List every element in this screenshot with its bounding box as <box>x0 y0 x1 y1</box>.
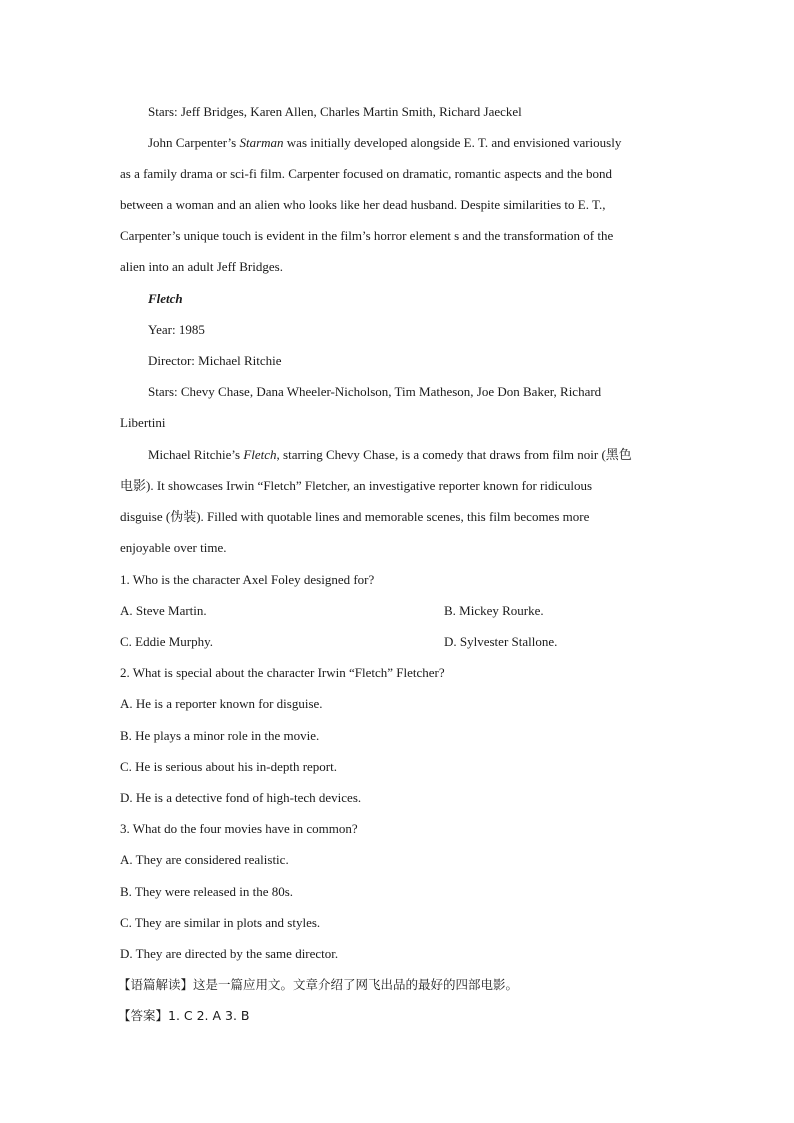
question-3-option-c: C. They are similar in plots and styles. <box>120 915 321 930</box>
starman-paragraph-line-3: between a woman and an alien who looks like her dead husband. Despite similarities to E. T., <box>120 197 606 212</box>
film-title-fletch: Fletch <box>243 447 277 462</box>
question-1-option-d: D. Sylvester Stallone. <box>444 634 558 649</box>
fletch-director: Director: Michael Ritchie <box>148 353 282 368</box>
question-1-option-c: C. Eddie Murphy. <box>120 634 214 649</box>
starman-paragraph-line-5: alien into an adult Jeff Bridges. <box>120 259 283 274</box>
question-2-option-a: A. He is a reporter known for disguise. <box>120 696 323 711</box>
fletch-paragraph-line-3: disguise (伪装). Filled with quotable lines and memorable scenes, this film becomes more <box>120 509 590 524</box>
question-1-option-a: A. Steve Martin. <box>120 603 207 618</box>
fletch-paragraph-line-4: enjoyable over time. <box>120 540 227 555</box>
question-3-option-b: B. They were released in the 80s. <box>120 884 294 899</box>
film-title-starman: Starman <box>239 135 284 150</box>
text-run: was initially developed alongside E. T. and envisioned variously <box>283 135 622 150</box>
question-3-option-d: D. They are directed by the same director. <box>120 946 339 961</box>
passage-analysis: 【语篇解读】这是一篇应用文。文章介绍了网飞出品的最好的四部电影。 <box>118 977 519 992</box>
question-1-option-b: B. Mickey Rourke. <box>444 603 544 618</box>
question-2-option-b: B. He plays a minor role in the movie. <box>120 728 320 743</box>
question-1-stem: 1. Who is the character Axel Foley designed for? <box>120 572 375 587</box>
fletch-stars-line-2: Libertini <box>120 415 166 430</box>
question-2-stem: 2. What is special about the character Irwin “Fletch” Fletcher? <box>120 665 445 680</box>
starman-stars: Stars: Jeff Bridges, Karen Allen, Charles Martin Smith, Richard Jaeckel <box>148 104 522 119</box>
fletch-year: Year: 1985 <box>148 322 205 337</box>
text-run: , starring Chevy Chase, is a comedy that draws from film noir (黑色 <box>276 447 632 462</box>
starman-paragraph-line-1 <box>148 134 621 152</box>
question-3-stem: 3. What do the four movies have in common? <box>120 821 358 836</box>
fletch-paragraph-line-1 <box>148 446 632 464</box>
fletch-stars-line-1: Stars: Chevy Chase, Dana Wheeler-Nicholson, Tim Matheson, Joe Don Baker, Richard <box>148 384 602 399</box>
question-2-option-c: C. He is serious about his in-depth report. <box>120 759 337 774</box>
text-run: John Carpenter’s <box>148 135 240 150</box>
question-2-option-d: D. He is a detective fond of high-tech devices. <box>120 790 362 805</box>
starman-paragraph-line-2: as a family drama or sci-fi film. Carpenter focused on dramatic, romantic aspects and the bond <box>120 166 613 181</box>
text-run: Michael Ritchie’s <box>148 447 244 462</box>
answer-key <box>118 1007 250 1025</box>
fletch-heading: Fletch <box>148 291 183 306</box>
starman-paragraph-line-4: Carpenter’s unique touch is evident in the film’s horror element s and the transformation of the <box>120 228 614 243</box>
fletch-paragraph-line-2: 电影). It showcases Irwin “Fletch” Fletcher, an investigative reporter known for ridiculous <box>120 478 593 493</box>
question-3-option-a: A. They are considered realistic. <box>120 852 289 867</box>
answer-label-and-values: 【答案】1. C 2. A 3. B <box>118 1008 250 1023</box>
